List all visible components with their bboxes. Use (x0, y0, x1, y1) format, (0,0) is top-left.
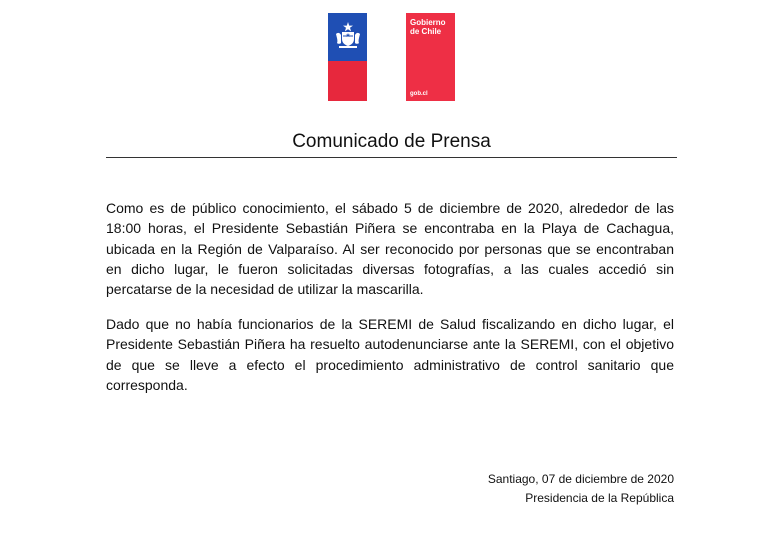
government-emblem-logo (328, 13, 367, 101)
place-date: Santiago, 07 de diciembre de 2020 (487, 472, 674, 486)
document-title: Comunicado de Prensa (292, 131, 491, 152)
logo-title: Gobierno de Chile (410, 18, 446, 36)
title-divider (106, 157, 677, 158)
paragraph-2: Dado que no había funcionarios de la SEREMI de Salud fiscalizando en dicho lugar, el Presidente Sebastián Piñera ha resuelto autodenunciarse ante la SEREMI, con el objetivo de que se lleve a efecto el procedimiento administrativo de control sanitario que corresponda. (106, 316, 674, 393)
emblem-blue-section (328, 13, 367, 61)
chile-coat-of-arms-icon (333, 20, 363, 55)
signature: Presidencia de la República (525, 491, 674, 505)
emblem-red-section (328, 61, 367, 101)
gobierno-de-chile-logo (406, 13, 455, 101)
paragraph-1: Como es de público conocimiento, el sábado 5 de diciembre de 2020, alrededor de las 18:00 horas, el Presidente Sebastián Piñera se encontraba en la Playa de Cachagua, ubicada en la Región de Valparaíso. Al ser reconocido por personas que se encontraban en dicho lugar, le fueron solicitadas diversas fotografías, a las cuales accedió sin percatarse de la necesidad de utilizar la mascarilla. (106, 200, 674, 298)
logo-domain: gob.cl (410, 91, 428, 97)
signoff-block (488, 470, 674, 508)
